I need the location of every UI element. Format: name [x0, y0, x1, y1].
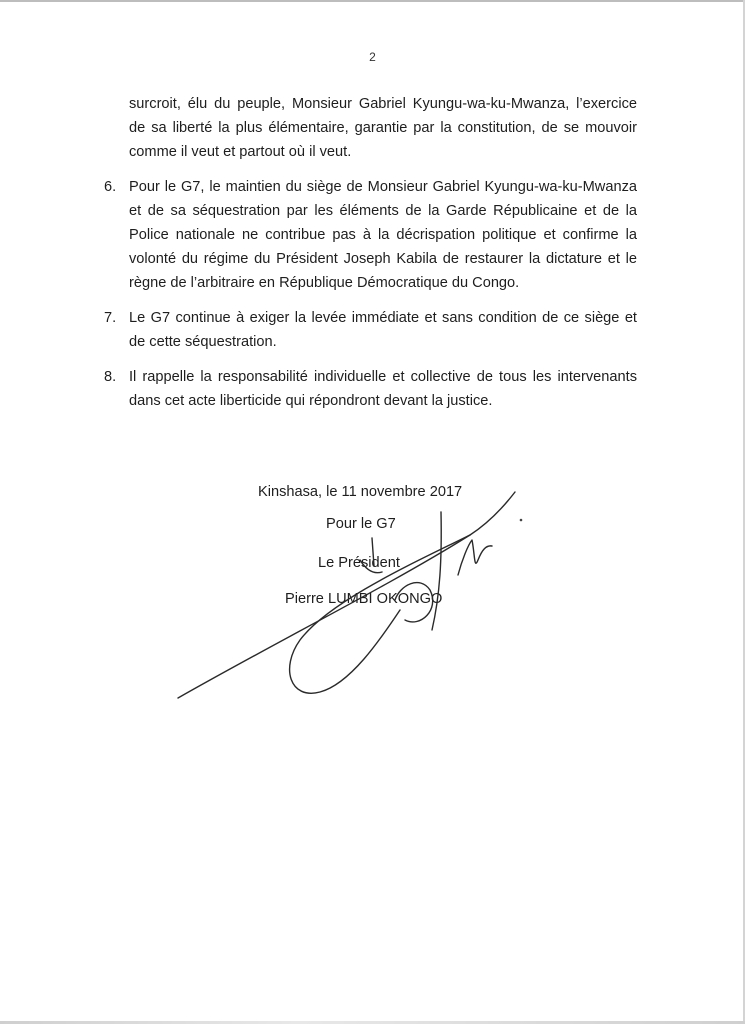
list-item: [104, 365, 637, 413]
closing-block: [0, 479, 745, 719]
list-item: [104, 175, 637, 295]
list-item: [104, 306, 637, 354]
signatory-name: Pierre LUMBI OKONGO: [285, 591, 443, 607]
list-item-number: 7.: [104, 310, 117, 326]
role-line: Le Président: [318, 555, 400, 571]
list-item-text: Le G7 continue à exiger la levée immédiate et sans condition de ce siège et de cette séquestration.: [129, 310, 637, 350]
place-date: Kinshasa, le 11 novembre 2017: [258, 484, 463, 500]
on-behalf-line: Pour le G7: [326, 516, 396, 532]
list-item-number: 6.: [104, 179, 117, 195]
document-body: [104, 92, 637, 413]
scan-edge-top: [0, 0, 745, 2]
list-item-number: 8.: [104, 369, 117, 385]
list-item-text: Il rappelle la responsabilité individuelle et collective de tous les intervenants dans cet acte liberticide qui répondront devant la justice.: [129, 369, 637, 409]
list-item-text: Pour le G7, le maintien du siège de Monsieur Gabriel Kyungu-wa-ku-Mwanza et de sa séquestration par les éléments de la Garde Républicaine et de la Police nationale ne contribue pas à la décrispation politique et confirme la volonté du régime du Président Joseph Kabila de restaurer la dictature et le règne de l’arbitraire en République Démocratique du Congo.: [129, 179, 637, 291]
page-number: 2: [369, 50, 376, 64]
continuation-paragraph: surcroit, élu du peuple, Monsieur Gabriel Kyungu-wa-ku-Mwanza, l’exercice de sa liberté la plus élémentaire, garantie par la constitution, de se mouvoir comme il veut et partout où il veut.: [129, 96, 637, 160]
